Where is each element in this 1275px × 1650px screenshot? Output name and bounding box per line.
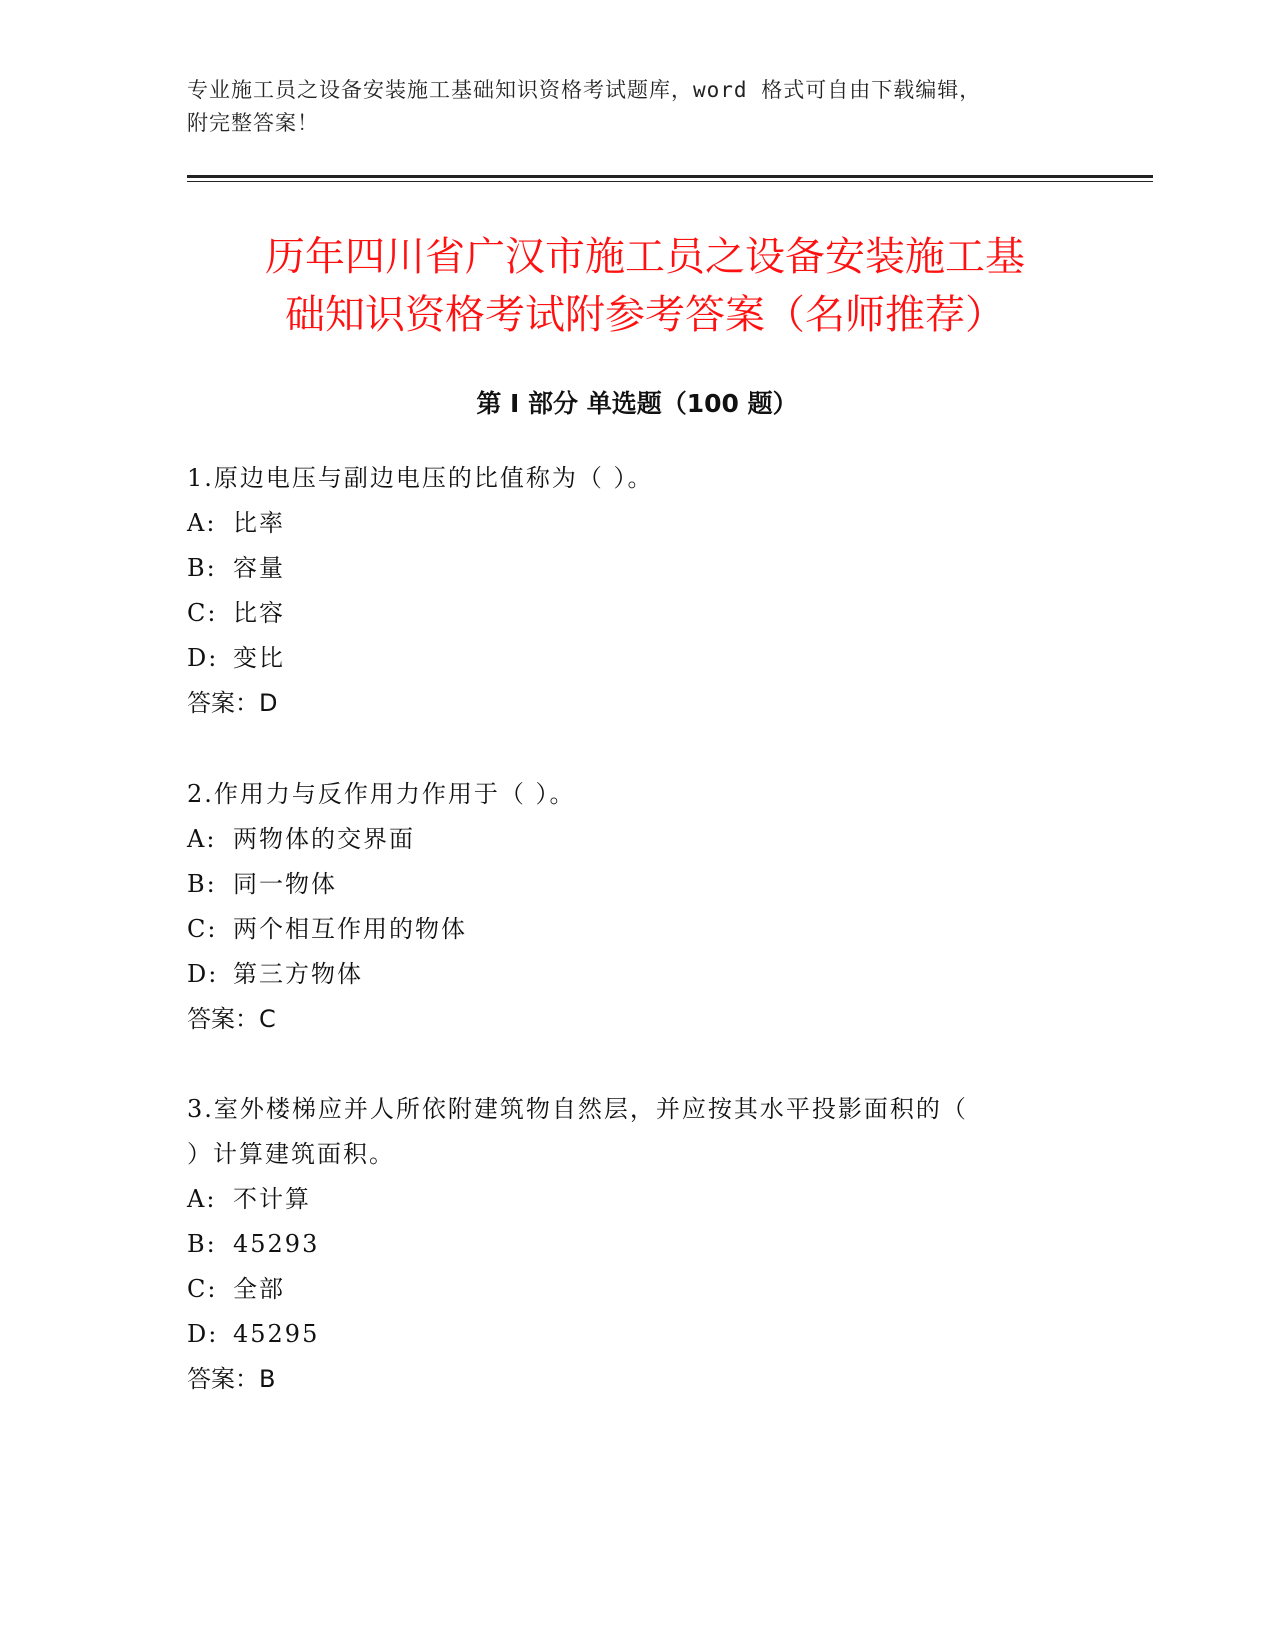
option-text: 同一物体 (233, 870, 337, 898)
option-letter: A: (187, 509, 217, 537)
option-text: 第三方物体 (233, 960, 363, 988)
question-stem: 2.作用力与反作用力作用于（ ）。 (187, 780, 576, 808)
option-letter: B: (187, 554, 217, 582)
option-d (187, 636, 1067, 681)
header-note-line-1: 专业施工员之设备安装施工基础知识资格考试题库，word 格式可自由下载编辑， (187, 78, 982, 102)
option-text: 45295 (233, 1320, 320, 1348)
option-c (187, 907, 1067, 952)
option-letter: C: (187, 599, 218, 627)
answer-label: 答案： (187, 1365, 259, 1393)
option-letter: D: (187, 1320, 219, 1348)
option-a (187, 817, 1067, 862)
document-title-line-2: 础知识资格考试附参考答案（名师推荐） (285, 292, 1005, 338)
section-heading: 第 I 部分 单选题（100 题） (476, 389, 798, 418)
option-text: 两物体的交界面 (233, 825, 415, 853)
answer-line (187, 681, 1067, 726)
header-note (187, 74, 1067, 140)
option-letter: B: (187, 1230, 217, 1258)
question-2 (187, 772, 1067, 1042)
question-stem-line-1: 3.室外楼梯应并人所依附建筑物自然层，并应按其水平投影面积的（ (187, 1095, 968, 1123)
option-b (187, 1222, 1067, 1267)
option-letter: B: (187, 870, 217, 898)
option-text: 45293 (233, 1230, 320, 1258)
answer-line (187, 1357, 1067, 1402)
option-letter: C: (187, 915, 218, 943)
option-d (187, 1312, 1067, 1357)
answer-value: D (259, 689, 278, 717)
option-letter: C: (187, 1275, 218, 1303)
answer-label: 答案： (187, 1005, 259, 1033)
document-title (190, 228, 1100, 344)
question-stem: 1.原边电压与副边电压的比值称为（ ）。 (187, 464, 654, 492)
option-text: 变比 (233, 644, 285, 672)
option-text: 容量 (233, 554, 285, 582)
document-title-line-1: 历年四川省广汉市施工员之设备安装施工基 (265, 234, 1025, 280)
option-letter: A: (187, 825, 217, 853)
option-text: 两个相互作用的物体 (233, 915, 467, 943)
answer-line (187, 997, 1067, 1042)
option-letter: A: (187, 1185, 217, 1213)
question-stem-line-2: ）计算建筑面积。 (187, 1140, 395, 1168)
answer-value: C (259, 1005, 276, 1033)
option-c (187, 1267, 1067, 1312)
question-3 (187, 1087, 1067, 1402)
option-letter: D: (187, 644, 219, 672)
option-a (187, 501, 1067, 546)
option-text: 比容 (233, 599, 285, 627)
option-text: 不计算 (233, 1185, 311, 1213)
option-a (187, 1177, 1067, 1222)
option-letter: D: (187, 960, 219, 988)
option-text: 全部 (233, 1275, 285, 1303)
option-b (187, 546, 1067, 591)
option-c (187, 591, 1067, 636)
option-b (187, 862, 1067, 907)
option-d (187, 952, 1067, 997)
option-text: 比率 (233, 509, 285, 537)
answer-value: B (259, 1365, 276, 1393)
header-note-line-2: 附完整答案！ (187, 111, 319, 135)
answer-label: 答案： (187, 689, 259, 717)
header-divider-thick (187, 175, 1153, 178)
header-divider-thin (187, 181, 1153, 182)
question-1 (187, 456, 1067, 726)
